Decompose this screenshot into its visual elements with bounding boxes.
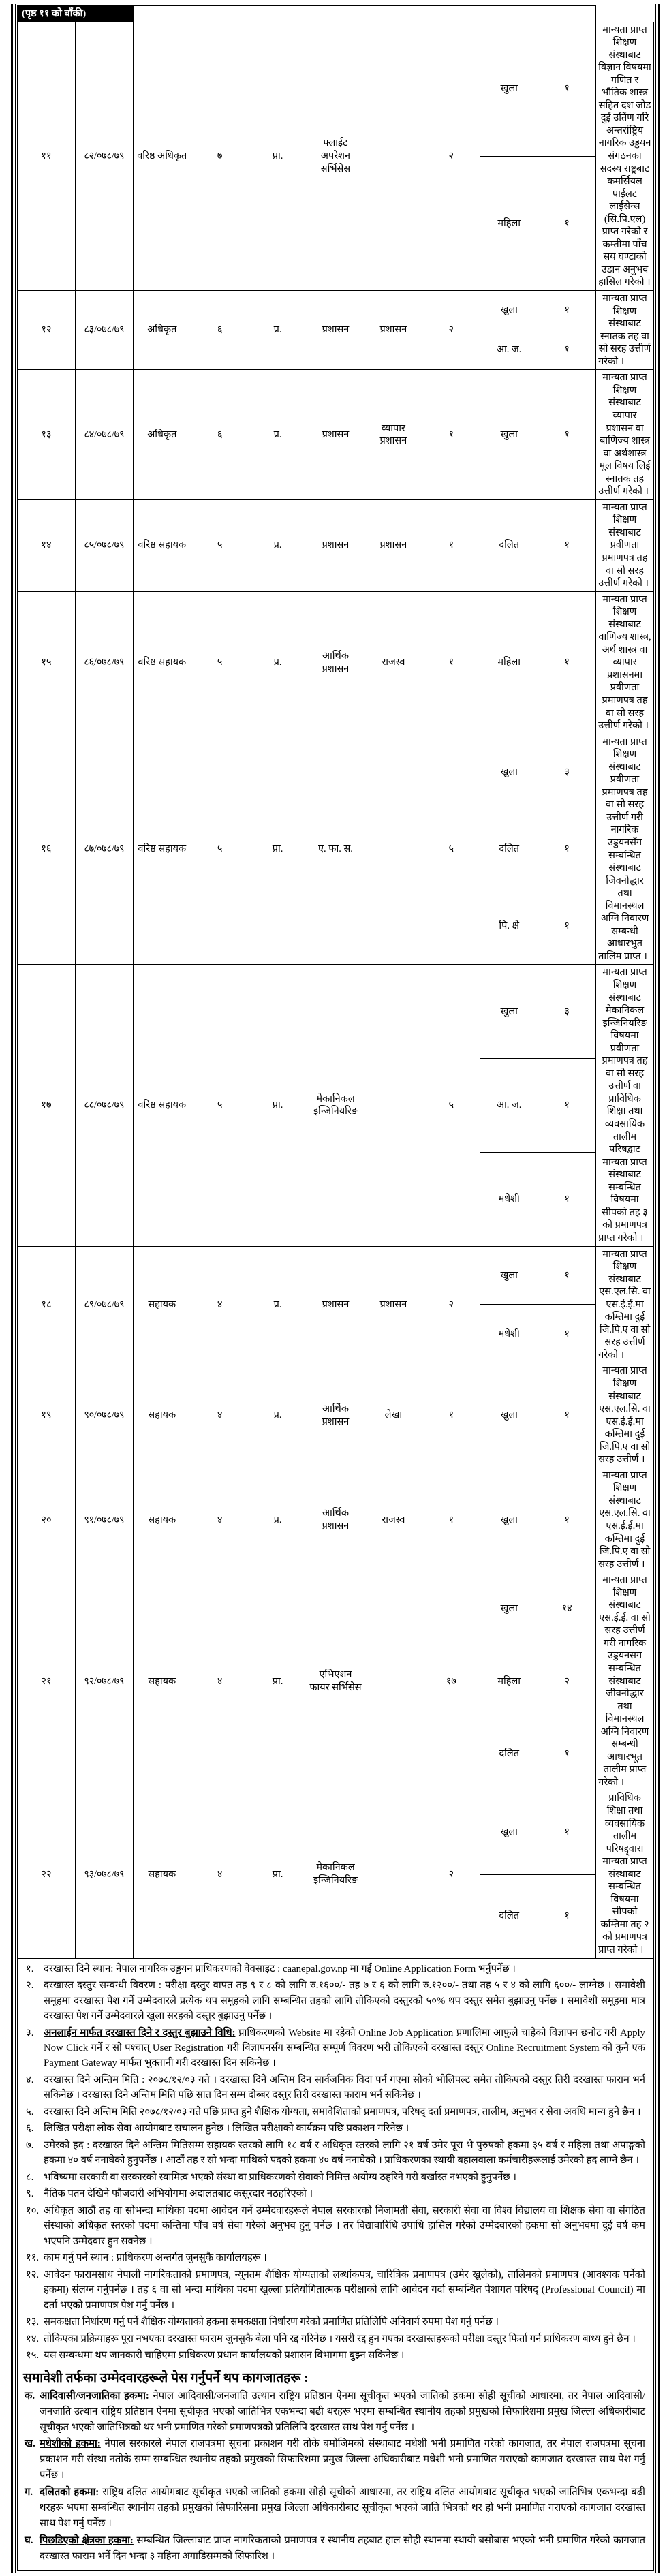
inclusive-doc-body: दलितको हकमा: राष्ट्रिय दलित आयोगबाट सूचीकृत भएको जातिको हकमा सोही सूचीको आधारमा, तर राष्ट्रिय दलित आयोगबाट सूचीकृत भएको जातिभित्र एकभन्दा बढी थरहरू भएमा सम्बन्धित स्थानीय तहको प्रमुखको सिफारिसमा प्रमुख जिल्ला अधिकारीबाट सूचीकृत भएको जाति भित्रको थर हो भनी प्रमाणित गराएको कागजात दरखास्त साथ पेश गर्नु पर्नेछ । — [40, 2487, 645, 2530]
cell-advertisement-number: ९१/०७८/७९ — [75, 1468, 133, 1572]
cell-service-group: आर्थिक प्रशासन — [307, 1363, 364, 1468]
cell-inclusive-category: दलित — [480, 1874, 538, 1958]
inclusive-doc-item — [20, 2436, 648, 2483]
cell-inclusive-category: खुला — [480, 1468, 538, 1572]
cell-serial-number: २० — [18, 1468, 76, 1572]
cell-total-vacancies: १७ — [422, 1572, 480, 1790]
cell-post-name: वरिष्ठ सहायक — [133, 591, 191, 734]
note-marker: १४. — [26, 2333, 40, 2344]
cell-qualification: मान्यता प्राप्त शिक्षण संस्थाबाट एस.एल.सि. वा एस.ई.ई.मा कम्तिमा दुई जि.पि.ए वा सो सरह उत्तीर्ण । — [596, 1468, 654, 1572]
cell-service-group: मेकानिकल इन्जिनियरिङ — [307, 965, 364, 1246]
cell-inclusive-count: ३ — [538, 965, 596, 1059]
continuation-note: (पृष्ठ ११ को बाँकी) — [18, 6, 134, 22]
note-body: दरखास्त दिने अन्तिम मिति २०७८/१२/०३ गते पछि प्राप्त हुने शैक्षिक योग्यता, समावेशिताको प्रमाणपत्र, परिषद् दर्ता प्रमाणपत्र, तालीम, अनुभव र सेवा अवधि मान्य हुने छैन । — [44, 2106, 641, 2117]
cell-total-vacancies: २ — [422, 1790, 480, 1958]
cell-inclusive-category: खुला — [480, 1363, 538, 1468]
note-body: आवेदन फारामसाथ नेपाली नागरिकताको प्रमाणपत्र, न्यूनतम शैक्षिक योग्यताको लब्धांकपत्र, चारित्रिक प्रमाणपत्र (उमेर खुलेको), तालिमको प्रमाणपत्र (आवश्यक पर्नेको हकमा) संलग्न गर्नुपर्नेछ । तह ६ वा सो भन्दा माथिका पदमा खुल्ला प्रतियोगितात्मक परीक्षाको लागि आवेदन गर्दा सम्बन्धित पेशागत परिषद् (Professional Council) मा दर्ता भएको प्रमाणपत्र पेश गर्नु पर्नेछ । — [44, 2269, 645, 2311]
cell-service: प्र. — [249, 1246, 307, 1363]
cell-level: ६ — [191, 291, 249, 370]
continuation-note-row — [18, 6, 654, 22]
cell-advertisement-number: ८४/०७८/७९ — [75, 370, 133, 499]
cell-service: प्रा. — [249, 1572, 307, 1790]
cell-total-vacancies: १ — [422, 370, 480, 499]
cell-subgroup: व्यापार प्रशासन — [364, 370, 422, 499]
page-outer-border — [11, 4, 660, 2573]
cell-inclusive-category: दलित — [480, 1718, 538, 1790]
table-row — [18, 499, 654, 591]
cell-post-name: सहायक — [133, 1790, 191, 1958]
cell-subgroup — [364, 1572, 422, 1790]
cell-post-name: वरिष्ठ सहायक — [133, 965, 191, 1246]
cell-advertisement-number: ८३/०७८/७९ — [75, 291, 133, 370]
cell-inclusive-count: १ — [538, 1059, 596, 1153]
note-heading: अनलाईन मार्फत दरखास्त दिने र दस्तुर बुझाउने विधि: — [44, 2027, 236, 2038]
cell-qualification: प्राविधिक शिक्षा तथा व्यवसायिक तालीम परिषद्द्वारा मान्यता प्राप्त संस्थाबाट सम्बन्धित विषयमा सीपको कम्तिमा तह २ को प्रमाणपत्र प्राप्त गरेको । — [596, 1790, 654, 1958]
cell-serial-number: १२ — [18, 291, 76, 370]
cell-subgroup: प्रशासन — [364, 499, 422, 591]
cell-inclusive-category: खुला — [480, 965, 538, 1059]
cell-level: ४ — [191, 1363, 249, 1468]
cell-service: प्रा. — [249, 734, 307, 965]
cell-inclusive-count: १ — [538, 1874, 596, 1958]
cell-subgroup — [364, 1790, 422, 1958]
note-body: अधिकृत आठौं तह वा सोभन्दा माथिका पदमा आवेदन गर्ने उम्मेदवारहरूले नेपाल सरकारको निजामती सेवा, सरकारी सेवा वा विश्व विद्यालय वा शिक्षक सेवा वा संगठित संस्थाको अधिकृत स्तरको पदमा कम्तिमा पाँच वर्ष सेवा गरेको अनुभव हुनु पर्नेछ । तर विद्यावारिधि उपाधि हासिल गरेको उम्मेदवारको हकमा सो अनुभवमा दुई वर्ष कम भएपनि उम्मेदवार हुन सक्नेछ । — [44, 2205, 645, 2247]
note-marker: ३. — [26, 2027, 34, 2038]
cell-inclusive-category: दलित — [480, 499, 538, 591]
cell-qualification: मान्यता प्राप्त शिक्षण संस्थाबाट एस.एल.सि. वा एस.ई.ई.मा कम्तिमा दुई जि.पि.ए वा सो सरह उत्तीर्ण गरेको । — [596, 1246, 654, 1363]
inclusive-doc-marker: क. — [25, 2390, 35, 2402]
table-row — [18, 370, 654, 499]
cell-qualification: मान्यता प्राप्त शिक्षण संस्थाबाट एस.ई.ई. वा सो सरह उत्तीर्ण गरी नागरिक उड्डयनसग सम्बन्धित संस्थाबाट जीवनोद्धार तथा विमानस्थल अग्नि निवारण सम्बन्धी आधारभूत तालीम प्राप्त गरेको । — [596, 1572, 654, 1790]
cell-inclusive-category: मधेशी — [480, 1152, 538, 1246]
inclusive-section-heading: समावेशी तर्फका उम्मेदवारहरूले पेस गर्नुपर्ने थप कागजातहरू : — [23, 2370, 309, 2385]
note-body: नैतिक पतन देखिने फौजदारी अभियोगमा अदालतबाट कसूरदार नठहरिएको । — [44, 2188, 313, 2200]
cell-inclusive-category: पि. क्षे — [480, 888, 538, 965]
note-marker: १२. — [26, 2269, 40, 2280]
cell-serial-number: २२ — [18, 1790, 76, 1958]
cell-serial-number: ११ — [18, 22, 76, 290]
cell-inclusive-category: खुला — [480, 291, 538, 330]
cell-advertisement-number: ८८/०७८/७९ — [75, 965, 133, 1246]
note-marker: ७. — [26, 2139, 34, 2151]
table-row — [18, 291, 654, 330]
cell-inclusive-count: १ — [538, 330, 596, 370]
cell-subgroup: प्रशासन — [364, 1246, 422, 1363]
cell-inclusive-category: खुला — [480, 734, 538, 811]
cell-service: प्र. — [249, 291, 307, 370]
cell-post-name: वरिष्ठ अधिकृत — [133, 22, 191, 290]
note-item — [20, 2348, 648, 2363]
cell-qualification: मान्यता प्राप्त शिक्षण संस्थाबाट विज्ञान विषयमा गणित र भौतिक शास्त्र सहित दश जोड दुई उर्तिण गरि अन्तर्राष्ट्रिय नागरिक उड्डयन संगठनका सदस्य राष्ट्रबाट कमर्सियल पाईलट लाईसेन्स (सि.पि.एल) प्राप्त गरेको र कम्तीमा पाँच सय घण्टाको उडान अनुभव हासिल गरेको । — [596, 22, 654, 290]
table-row — [18, 1790, 654, 1874]
cell-inclusive-count: १ — [538, 1246, 596, 1305]
cell-level: ४ — [191, 1468, 249, 1572]
numbered-notes-list — [20, 1961, 648, 2363]
cell-advertisement-number: ८५/०७८/७९ — [75, 499, 133, 591]
cell-inclusive-count: १ — [538, 370, 596, 499]
cell-service-group: फ्लाईट अपरेशन सर्भिसेस — [307, 22, 364, 290]
cell-service-group: प्रशासन — [307, 499, 364, 591]
inclusive-doc-heading: पिछडिएको क्षेत्रका हकमा: — [40, 2534, 134, 2546]
cell-inclusive-category: खुला — [480, 370, 538, 499]
cell-inclusive-count: १ — [538, 591, 596, 734]
note-marker: २. — [26, 1980, 34, 1991]
note-item — [20, 1961, 648, 1976]
cell-qualification: मान्यता प्राप्त शिक्षण संस्थाबाट वाणिज्य शास्त्र, अर्थ शास्त्र वा व्यापार प्रशासनमा प्रवीणता प्रमाणपत्र तह वा सो सरह उत्तीर्ण गरेको । — [596, 591, 654, 734]
note-marker: ५. — [26, 2106, 34, 2117]
note-item — [20, 2267, 648, 2313]
note-body: दरखास्त दिने स्थान: नेपाल नागरिक उड्डयन प्राधिकरणको वेवसाइट : caanepal.gov.np मा गई Online Application Form भर्नुपर्नेछ । — [44, 1963, 516, 1974]
cell-level: ७ — [191, 22, 249, 290]
spacer-cell — [480, 6, 538, 22]
note-marker: १. — [26, 1963, 34, 1974]
table-row — [18, 734, 654, 811]
cell-subgroup: लेखा — [364, 1363, 422, 1468]
cell-inclusive-count: १ — [538, 811, 596, 888]
cell-service: प्र. — [249, 370, 307, 499]
note-marker: ९. — [26, 2188, 34, 2200]
cell-subgroup — [364, 22, 422, 290]
cell-serial-number: १५ — [18, 591, 76, 734]
spacer-cell — [249, 6, 307, 22]
note-marker: ८. — [26, 2171, 34, 2183]
cell-inclusive-count: १ — [538, 888, 596, 965]
cell-subgroup — [364, 734, 422, 965]
cell-serial-number: १४ — [18, 499, 76, 591]
cell-qualification: मान्यता प्राप्त शिक्षण संस्थाबाट प्रवीणता प्रमाणपत्र तह वा सो सरह उत्तीर्ण गरेको । — [596, 499, 654, 591]
cell-qualification: मान्यता प्राप्त शिक्षण संस्थाबाट एस.एल.सि. वा एस.ई.ई.मा कम्तिमा दुई जि.पि.ए वा सो सरह उत्तीर्ण । — [596, 1363, 654, 1468]
cell-serial-number: १९ — [18, 1363, 76, 1468]
spacer-cell — [422, 6, 480, 22]
cell-total-vacancies: १ — [422, 1468, 480, 1572]
cell-service-group: ए. फा. स. — [307, 734, 364, 965]
cell-service-group: मेकानिकल इन्जिनियरिङ — [307, 1790, 364, 1958]
note-item — [20, 2186, 648, 2201]
inclusive-doc-marker: घ. — [25, 2534, 33, 2546]
table-row — [18, 1246, 654, 1305]
cell-inclusive-count: १ — [538, 1468, 596, 1572]
cell-service: प्र. — [249, 499, 307, 591]
cell-advertisement-number: ८७/०७८/७९ — [75, 734, 133, 965]
note-body: दरखास्त दस्तुर सम्वन्धी विवरण : परीक्षा दस्तुर वापत तह ९ र ८ को लागि रु.१६००/- तह ७ र ६ को लागि रु.१२००/- तथा तह ५ र ४ को लागि ६००/- लाग्नेछ । समावेशी समूहमा दरखास्त पेश गर्ने उम्मेदवारले प्रत्येक थप समूहको लागि सम्बन्धित तहको लागि तोकिएको दस्तुरको ५०% थप दस्तुर समेत बुझाउनु पर्नेछ । समावेशी समूहमा मात्र दरखास्त पेश गर्ने उम्मेदवारले खुला सरहको दस्तुर बुझाउनु पर्नेछ । — [44, 1980, 645, 2022]
cell-subgroup — [364, 965, 422, 1246]
inclusive-doc-item — [20, 2389, 648, 2436]
inclusive-doc-heading: मधेशीको हकमा: — [40, 2438, 101, 2450]
cell-service-group: प्रशासन — [307, 370, 364, 499]
cell-inclusive-count: १ — [538, 291, 596, 330]
cell-service: प्रा. — [249, 1790, 307, 1958]
note-marker: ४. — [26, 2074, 34, 2085]
cell-level: ५ — [191, 499, 249, 591]
cell-subgroup: राजस्व — [364, 591, 422, 734]
note-item — [20, 2331, 648, 2346]
table-row — [18, 1468, 654, 1572]
cell-level: ४ — [191, 1572, 249, 1790]
cell-post-name: सहायक — [133, 1246, 191, 1363]
note-marker: ११. — [26, 2252, 40, 2264]
note-marker: १३. — [26, 2316, 40, 2328]
cell-level: ५ — [191, 591, 249, 734]
cell-inclusive-category: महिला — [480, 591, 538, 734]
cell-level: ५ — [191, 734, 249, 965]
cell-total-vacancies: ५ — [422, 965, 480, 1246]
table-row — [18, 591, 654, 734]
note-item — [20, 2170, 648, 2185]
cell-post-name: सहायक — [133, 1363, 191, 1468]
inclusive-doc-item — [20, 2485, 648, 2532]
cell-advertisement-number: ८६/०७८/७९ — [75, 591, 133, 734]
inclusive-doc-marker: ख. — [25, 2438, 35, 2450]
note-body: अनलाईन मार्फत दरखास्त दिने र दस्तुर बुझाउने विधि: प्राधिकरणको Website मा रहेको Online Job Application प्रणालिमा आफुले चाहेको विज्ञापन छनोट गरी Apply Now Click गर्ने र सो पश्चात् User Registration गरी विज्ञापनसँग सम्बन्धित सम्पूर्ण विवरण भरी तोकिएको दरखास्त दस्तुर Online Recruitment System को कुनै एक Payment Gateway मार्फत भुक्तानी गरी दरखास्त दिन सकिनेछ । — [44, 2027, 645, 2069]
note-body: काम गर्नु पर्ने स्थान : प्राधिकरण अन्तर्गत जुनसुकै कार्यालयहरू । — [44, 2252, 267, 2264]
cell-service-group: एभिएशन फायर सर्भिसेस — [307, 1572, 364, 1790]
cell-qualification: मान्यता प्राप्त शिक्षण संस्थाबाट स्नातक तह वा सो सरह उत्तीर्ण गरेको । — [596, 291, 654, 370]
cell-serial-number: १८ — [18, 1246, 76, 1363]
note-body: तोकिएका प्रक्रियाहरू पूरा नभएका दरखास्त फाराम जुनसुकै बेला पनि रद्द गरिनेछ । यसरी रद्द हुन गएका दरखास्तहरूको परीक्षा दस्तुर फिर्ता गर्न प्राधिकरण बाध्य हुने छैन । — [44, 2333, 636, 2344]
cell-subgroup: राजस्व — [364, 1468, 422, 1572]
page-inner-border — [15, 4, 656, 2573]
cell-service: प्रा. — [249, 965, 307, 1246]
note-body: दरखास्त दिने अन्तिम मिति : २०७८/१२/०३ गते । दरखास्त दिने अन्तिम दिन सार्वजनिक विदा पर्न गएमा सोको भोलिपल्ट समेत तोकिएको दस्तुर तिरी दरखास्त फाराम भर्न सकिनेछ । दरखास्त दिने अन्तिम मिति पछि सात दिन सम्म दोब्बर दस्तुर तिरी दरखास्त फाराम भर्न सकिनेछ । — [44, 2074, 645, 2101]
cell-post-name: अधिकृत — [133, 370, 191, 499]
note-marker: १५. — [26, 2350, 40, 2361]
note-item — [20, 2250, 648, 2265]
cell-inclusive-count: १ — [538, 1305, 596, 1363]
cell-level: ६ — [191, 370, 249, 499]
cell-service: प्र. — [249, 591, 307, 734]
note-item — [20, 2314, 648, 2329]
cell-advertisement-number: ९२/०७८/७९ — [75, 1572, 133, 1790]
cell-inclusive-category: खुला — [480, 1246, 538, 1305]
cell-total-vacancies: १ — [422, 591, 480, 734]
cell-total-vacancies: २ — [422, 291, 480, 370]
cell-service-group: प्रशासन — [307, 291, 364, 370]
conditions-section — [17, 1959, 654, 2571]
cell-post-name: सहायक — [133, 1468, 191, 1572]
note-item — [20, 2121, 648, 2136]
cell-service: प्रा. — [249, 22, 307, 290]
table-row — [18, 1363, 654, 1468]
inclusive-doc-body: मधेशीको हकमा: नेपाल सरकारले नेपाल राजपत्रमा सूचना प्रकाशन गरी तोके बमोजिमको संस्थाबाट मधेशी भनी प्रमाणित गरेको कागजात, तर नेपाल राजपत्रमा सूचना प्रकाशन गरी संस्था नतोके सम्म सम्बन्धित स्थानीय तहको प्रमुखको सिफारिशमा प्रमुख जिल्ला अधिकारीबाट मधेशी भनी प्रमाणित गराएको कागजात दरखास्त साथ पेश गर्नु पर्नेछ । — [40, 2438, 645, 2481]
cell-advertisement-number: ८९/०७८/७९ — [75, 1246, 133, 1363]
cell-level: ४ — [191, 1790, 249, 1958]
cell-post-name: सहायक — [133, 1572, 191, 1790]
cell-serial-number: १७ — [18, 965, 76, 1246]
cell-service: प्र. — [249, 1468, 307, 1572]
inclusive-doc-marker: ग. — [25, 2487, 33, 2498]
cell-inclusive-category: मधेशी — [480, 1305, 538, 1363]
cell-service: प्र. — [249, 1363, 307, 1468]
cell-total-vacancies: १ — [422, 499, 480, 591]
note-body: उमेरको हद : दरखास्त दिने अन्तिम मितिसम्म सहायक स्तरको लागि १८ वर्ष र अधिकृत स्तरको लागि २१ वर्ष उमेर पूरा भै पुरुषको हकमा ३५ वर्ष र महिला तथा अपाङ्गको हकमा ४० वर्ष ननाघेको हुनुपर्नेछ । आठौं तह र सो भन्दा माथिको पदको हकमा ४० वर्ष ननाघेको । प्राधिकरणका स्थायी बहालवाला कर्मचारीहरूलाई उमेरको हद लाग्ने छैन । — [44, 2139, 645, 2167]
cell-serial-number: १६ — [18, 734, 76, 965]
cell-inclusive-count: १ — [538, 156, 596, 290]
cell-inclusive-category: खुला — [480, 1790, 538, 1874]
cell-level: ५ — [191, 965, 249, 1246]
inclusive-doc-heading: आदिवासी/जनजातिका हकमा: — [40, 2390, 149, 2402]
cell-inclusive-category: महिला — [480, 156, 538, 290]
note-item — [20, 2203, 648, 2249]
cell-serial-number: १३ — [18, 370, 76, 499]
cell-inclusive-category: आ. ज. — [480, 1059, 538, 1153]
cell-inclusive-count: १ — [538, 1363, 596, 1468]
cell-service-group: प्रशासन — [307, 1246, 364, 1363]
note-body: लिखित परीक्षा लोक सेवा आयोगबाट सचालन हुनेछ । लिखित परीक्षाको कार्यक्रम पछि प्रकाशन गरिनेछ । — [44, 2123, 409, 2135]
spacer-cell — [538, 6, 596, 22]
note-body: समकक्षता निर्धारण गर्नु पर्ने शैक्षिक योग्यताको हकमा समकक्षता निर्धारण गरेको प्रमाणित प्रतिलिपि अनिवार्य रुपमा पेश गर्नु पर्नेछ । — [44, 2316, 499, 2328]
spacer-cell — [364, 6, 422, 22]
note-item — [20, 1978, 648, 2023]
cell-service-group: आर्थिक प्रशासन — [307, 1468, 364, 1572]
cell-inclusive-category: खुला — [480, 1572, 538, 1645]
cell-advertisement-number: ९३/०७८/७९ — [75, 1790, 133, 1958]
table-row — [18, 965, 654, 1059]
cell-inclusive-category: खुला — [480, 22, 538, 156]
cell-subgroup: प्रशासन — [364, 291, 422, 370]
note-item — [20, 2026, 648, 2071]
inclusive-doc-body: आदिवासी/जनजातिका हकमा: नेपाल आदिवासी/जनजाति उत्थान राष्ट्रिय प्रतिष्ठान ऐनमा सूचीकृत भएको जातिको हकमा सोही सूचीको आधारमा, तर नेपाल आदिवासी/जनजाति उत्थान राष्ट्रिय प्रतिष्ठान ऐनमा सूचीकृत भएको जातिभित्र एकभन्दा बढी थरहरू भएमा सम्बन्धित स्थानीय तहको प्रमुखको सिफारिशमा प्रमुख जिल्ला अधिकारीबाट सूचीकृत भएको जातिभित्रको थर भनी प्रमाणित गरेको प्रमाणपत्रको प्रतिलिपि दरखास्त साथ पेश गर्नु पर्नेछ । — [40, 2390, 645, 2433]
cell-inclusive-category: महिला — [480, 1645, 538, 1718]
inclusive-doc-body: पिछडिएको क्षेत्रका हकमा: सम्बन्धित जिल्लाबाट प्राप्त नागरिकताको प्रमाणपत्र र स्थानीय तहबाट हाल सोही स्थानमा स्थायी बसोबास भएको भनी प्रमाणित गरेको कागजात दरखास्त फाराम भर्ने दिन भन्दा ३ महिना अगाडिसम्मको सिफारिश । — [40, 2534, 645, 2562]
cell-inclusive-category: दलित — [480, 811, 538, 888]
inclusive-doc-item — [20, 2533, 648, 2564]
cell-inclusive-count: १ — [538, 1152, 596, 1246]
inclusive-doc-heading: दलितको हकमा: — [40, 2487, 99, 2498]
cell-qualification: मान्यता प्राप्त शिक्षण संस्थाबाट मेकानिकल इन्जिनियरिङ विषयमा प्रवीणता प्रमाणपत्र तह वा सो सरह उत्तीर्ण वा प्राविधिक शिक्षा तथा व्यवसायिक तालीम परिषद्बाट मान्यता प्राप्त संस्थाबाट सम्बन्धित विषयमा सीपको तह ३ को प्रमाणपत्र प्राप्त गरेको । — [596, 965, 654, 1246]
cell-total-vacancies: ५ — [422, 734, 480, 965]
note-body: यस सम्बन्धमा थप जानकारी चाहिएमा प्राधिकरण प्रधान कार्यालयको प्रशासन विभागमा बुझ्न सकिनेछ । — [44, 2350, 405, 2361]
spacer-cell — [133, 6, 191, 22]
cell-inclusive-count: १ — [538, 22, 596, 156]
cell-post-name: वरिष्ठ सहायक — [133, 499, 191, 591]
lettered-items-list — [20, 2389, 648, 2564]
cell-post-name: वरिष्ठ सहायक — [133, 734, 191, 965]
cell-total-vacancies: १ — [422, 1363, 480, 1468]
vacancy-table — [17, 5, 654, 1959]
note-item — [20, 2105, 648, 2120]
cell-post-name: अधिकृत — [133, 291, 191, 370]
cell-inclusive-count: १ — [538, 1718, 596, 1790]
cell-inclusive-count: १ — [538, 499, 596, 591]
cell-inclusive-count: ३ — [538, 734, 596, 811]
note-item — [20, 2073, 648, 2103]
cell-qualification: मान्यता प्राप्त शिक्षण संस्थाबाट प्रवीणता प्रमाणपत्र तह वा सो सरह उत्तीर्ण गरी नागरिक उड्डयनसँग सम्बन्धित संस्थाबाट जिवनोद्धार तथा विमानस्थल अग्नि निवारण सम्बन्धी आधारभुत तालिम प्राप्त । — [596, 734, 654, 965]
cell-service-group: आर्थिक प्रशासन — [307, 591, 364, 734]
cell-qualification: मान्यता प्राप्त शिक्षण संस्थाबाट व्यापार प्रशासन वा बाणिज्य शास्त्र वा अर्थशास्त्र मूल विषय लिई स्नातक तह उत्तीर्ण गरेको । — [596, 370, 654, 499]
cell-advertisement-number: ८२/०७८/७९ — [75, 22, 133, 290]
table-row — [18, 1572, 654, 1645]
cell-advertisement-number: ९०/०७८/७९ — [75, 1363, 133, 1468]
cell-serial-number: २१ — [18, 1572, 76, 1790]
table-row — [18, 22, 654, 156]
cell-inclusive-category: आ. ज. — [480, 330, 538, 370]
spacer-cell — [307, 6, 364, 22]
note-marker: ६. — [26, 2123, 34, 2135]
note-item — [20, 2138, 648, 2169]
cell-inclusive-count: २ — [538, 1645, 596, 1718]
cell-inclusive-count: १ — [538, 1790, 596, 1874]
spacer-cell — [191, 6, 249, 22]
note-marker: १०. — [26, 2205, 40, 2216]
cell-inclusive-count: १४ — [538, 1572, 596, 1645]
note-body: भविष्यमा सरकारी वा सरकारको स्वामित्व भएको संस्था वा प्राधिकरणको सेवाको निमित्त अयोग्य ठहरिने गरी बर्खास्त नभएको हुनुपर्नेछ । — [44, 2171, 516, 2183]
cell-total-vacancies: २ — [422, 22, 480, 290]
cell-total-vacancies: २ — [422, 1246, 480, 1363]
cell-level: ४ — [191, 1246, 249, 1363]
